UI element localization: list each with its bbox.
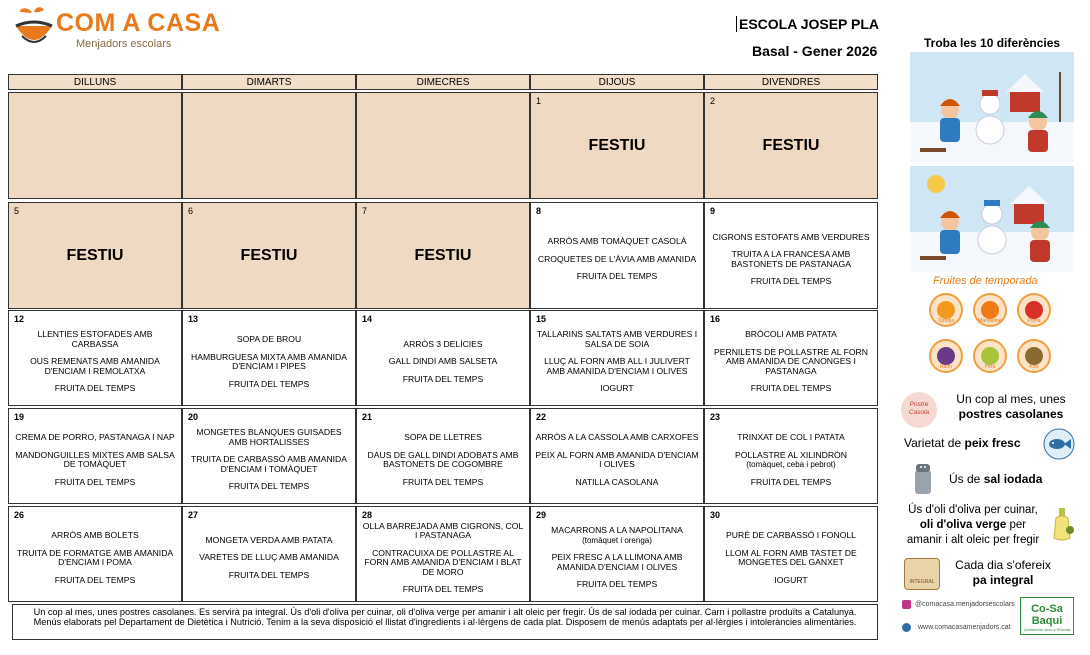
- dish-name: FRUITA DEL TEMPS: [54, 383, 136, 394]
- dish-item: [535, 553, 699, 572]
- dish-list: [187, 507, 351, 601]
- homemade-dessert-text: Un cop al mes, unes postres casolanes: [956, 392, 1066, 421]
- dish-item: [13, 451, 177, 470]
- dish-list: [535, 507, 699, 601]
- dish-item: [551, 526, 683, 545]
- dish-list: [709, 203, 873, 308]
- day-cell: [8, 506, 182, 602]
- day-cell: [356, 506, 530, 602]
- dish-list: [187, 409, 351, 503]
- olive-oil-bottle-icon: [1048, 506, 1076, 547]
- day-number: 23: [710, 412, 721, 422]
- dish-name: FRUITA DEL TEMPS: [750, 476, 832, 487]
- dish-list: [535, 311, 699, 405]
- day-cell: [182, 310, 356, 406]
- dish-name: ARRÒS 3 DELÍCIES: [403, 338, 483, 349]
- dish-name: FRUITA DEL TEMPS: [228, 378, 310, 389]
- dish-item: [403, 340, 482, 350]
- differences-title: Troba les 10 diferències: [924, 36, 1061, 50]
- day-number: 8: [536, 206, 542, 216]
- dish-name: IOGURT: [774, 574, 808, 585]
- dish-item: [187, 455, 351, 474]
- dish-item: [205, 536, 332, 546]
- day-header-dilluns: DILLUNS: [8, 74, 182, 90]
- dish-item: [751, 478, 832, 488]
- day-number: 30: [710, 510, 721, 520]
- dish-name: FRUITA DEL TEMPS: [576, 579, 658, 590]
- fruit-label: Pera: [984, 364, 996, 370]
- day-number: 7: [362, 206, 368, 216]
- fruit-label: Kiwi: [1029, 364, 1039, 370]
- dish-name: FRUITA DEL TEMPS: [402, 476, 484, 487]
- dish-item: [403, 585, 484, 595]
- fruit-label: Raïm: [940, 364, 952, 370]
- day-number: 20: [188, 412, 199, 422]
- day-number: 13: [188, 314, 199, 324]
- day-cell: [182, 92, 356, 199]
- holiday-label: FESTIU: [588, 136, 646, 154]
- iodized-salt-text: Ús de sal iodada: [949, 472, 1043, 486]
- dish-note: (tomàquet, ceba i pebrot): [746, 460, 836, 469]
- menu-period: Basal - Gener 2026: [752, 43, 878, 59]
- dish-name: FRUITA DEL TEMPS: [228, 481, 310, 492]
- dish-name: MONGETES BLANQUES GUISADES AMB HORTALISSES: [196, 427, 342, 447]
- day-cell: [704, 202, 878, 309]
- day-cell: [530, 310, 704, 406]
- dish-item: [403, 375, 484, 385]
- dish-name: FRUITA DEL TEMPS: [576, 271, 658, 282]
- dish-item: [229, 482, 310, 492]
- day-cell: [8, 310, 182, 406]
- dish-list: [709, 311, 873, 405]
- dish-item: [536, 433, 699, 443]
- dish-item: [199, 553, 339, 563]
- local-product-logo: Co-Sa Baqui Quilòmetre zero a l'Escola: [1020, 597, 1074, 635]
- day-cell: [182, 506, 356, 602]
- dish-item: [576, 478, 659, 488]
- seasonal-fruits-title: Fruites de temporada: [933, 275, 1038, 287]
- day-cell: [356, 202, 530, 309]
- fresh-fish-text: Varietat de peix fresc: [904, 436, 1021, 450]
- dish-list: [13, 409, 177, 503]
- dish-name: TRUITA A LA FRANCESA AMB BASTONETS DE PASTANAGA: [731, 249, 851, 269]
- dish-name: TRUITA DE CARBASSÓ AMB AMANIDA D'ENCIAM I TOMÀQUET: [191, 454, 347, 474]
- dish-item: [361, 522, 525, 541]
- dish-name: FRUITA DEL TEMPS: [228, 569, 310, 580]
- dish-note: (tomàquet i orenga): [582, 535, 652, 545]
- dish-name: LLENTIES ESTOFADES AMB CARBASSA: [37, 329, 153, 349]
- menu-calendar: [8, 74, 878, 602]
- day-number: 28: [362, 510, 373, 520]
- dish-item: [735, 451, 847, 470]
- web-icon: [902, 623, 911, 632]
- day-header-dijous: DIJOUS: [530, 74, 704, 90]
- day-cell: [704, 92, 878, 199]
- dish-name: BRÒCOLI AMB PATATA: [745, 329, 837, 340]
- dish-name: FRUITA DEL TEMPS: [54, 574, 136, 585]
- dish-item: [51, 531, 138, 541]
- day-number: 26: [14, 510, 25, 520]
- seasonal-fruits: [929, 293, 1055, 381]
- day-cell: [356, 92, 530, 199]
- dish-name: TRINXAT DE COL I PATATA: [737, 432, 845, 442]
- dish-name: FRUITA DEL TEMPS: [402, 373, 484, 384]
- fish-icon: [1043, 428, 1075, 465]
- fruit-label: Mandarina: [978, 318, 1002, 324]
- dish-name: FRUITA DEL TEMPS: [750, 383, 832, 394]
- dish-list: [361, 409, 525, 503]
- dish-name: HAMBURGUESA MIXTA AMB AMANIDA D'ENCIAM I PIPES: [191, 351, 347, 371]
- dish-item: [187, 428, 351, 447]
- dish-list: [535, 203, 699, 308]
- dish-item: [538, 255, 696, 265]
- bowl-logo-icon: [12, 4, 56, 54]
- dish-item: [709, 549, 873, 568]
- dish-name: ARRÒS AMB TOMÀQUET CASOLÀ: [547, 236, 687, 247]
- day-cell: [182, 408, 356, 504]
- dish-item: [751, 277, 832, 287]
- dish-item: [535, 330, 699, 349]
- dish-name: CIGRONS ESTOFATS AMB VERDURES: [712, 231, 870, 242]
- day-number: 12: [14, 314, 25, 324]
- dish-item: [745, 330, 837, 340]
- dish-name: CONTRACUIXA DE POLLASTRE AL FORN AMB AMANIDA D'ENCIAM I BLAT DE MORO: [364, 547, 522, 577]
- instagram-handle[interactable]: @comacasa.menjadorsescolars: [915, 601, 1015, 608]
- holiday-label: FESTIU: [240, 246, 298, 264]
- dish-list: [13, 311, 177, 405]
- dish-name: SOPA DE LLETRES: [404, 432, 482, 442]
- dish-item: [361, 549, 525, 578]
- dish-name: FRUITA DEL TEMPS: [54, 476, 136, 487]
- day-number: 15: [536, 314, 547, 324]
- dish-item: [403, 478, 484, 488]
- dish-item: [237, 335, 301, 345]
- dish-name: OUS REMENATS AMB AMANIDA D'ENCIAM I REMOLATXA: [30, 356, 160, 376]
- dish-item: [404, 433, 482, 443]
- dish-item: [13, 549, 177, 568]
- dish-name: MONGETA VERDA AMB PATATA: [205, 534, 333, 545]
- dish-name: ARRÒS AMB BOLETS: [51, 530, 139, 540]
- dish-list: [361, 311, 525, 405]
- dish-list: [361, 507, 525, 601]
- winter-scene-image-1: [910, 52, 1074, 162]
- holiday-label: FESTIU: [66, 246, 124, 264]
- dish-name: LLUÇ AL FORN AMB ALL I JULIVERT AMB AMANIDA D'ENCIAM I OLIVES: [544, 356, 690, 376]
- dish-item: [751, 384, 832, 394]
- day-cell: [704, 506, 878, 602]
- dish-list: [535, 409, 699, 503]
- day-number: 9: [710, 206, 716, 216]
- dish-name: DAUS DE GALL DINDI ADOBATS AMB BASTONETS DE COGOMBRE: [367, 449, 519, 469]
- dish-list: [709, 507, 873, 601]
- menu-footer-notes: Un cop al mes, unes postres casolanes. Es servirà pa integral. Ús d'oli d'oliva per cuinar, oli d'oliva verge per amanir i alt oleic per fregir. Ús de sal iodada per cuinar. Carn i pollastre produïts a Catalunya. Menús elaborats pel Departament de Dietètica i Nutrició. Tenim a la seva disposició el llistat d'ingredients i al·lèrgens de cada plat. Disposem de menús adaptats per al·lèrgies i intoleràncies alimentàries.: [12, 604, 878, 640]
- dish-item: [229, 571, 310, 581]
- dish-item: [709, 250, 873, 269]
- dish-item: [535, 357, 699, 376]
- dish-name: PERNILETS DE POLLASTRE AL FORN AMB AMANIDA DE CANONGES I PASTANAGA: [714, 346, 868, 376]
- day-cell: [8, 92, 182, 199]
- dish-item: [600, 384, 633, 394]
- wholegrain-bread-badge: INTEGRAL: [904, 558, 940, 590]
- homemade-dessert-badge: Postre Casola: [901, 392, 937, 428]
- dish-name: ARRÒS A LA CASSOLA AMB CARXOFES: [535, 432, 699, 442]
- dish-name: MANDONGUILLES MIXTES AMB SALSA DE TOMÀQUET: [15, 449, 175, 469]
- day-number: 16: [710, 314, 721, 324]
- dish-item: [55, 478, 136, 488]
- winter-scene-image-2: [910, 166, 1074, 272]
- holiday-label: FESTIU: [414, 246, 472, 264]
- fruit-item: [973, 293, 1007, 324]
- day-cell: [356, 310, 530, 406]
- fruit-item: [1017, 293, 1051, 324]
- dish-item: [13, 330, 177, 349]
- day-number: 5: [14, 206, 20, 216]
- salt-shaker-icon: [912, 462, 934, 501]
- day-cell: [182, 202, 356, 309]
- day-cell: [8, 202, 182, 309]
- day-number: 27: [188, 510, 199, 520]
- instagram-icon: [902, 600, 911, 609]
- dish-item: [577, 272, 658, 282]
- day-cell: [8, 408, 182, 504]
- dish-name: IOGURT: [600, 383, 634, 394]
- fruit-item: [929, 293, 963, 324]
- day-number: 19: [14, 412, 25, 422]
- dish-name: PEIX AL FORN AMB AMANIDA D'ENCIAM I OLIVES: [535, 449, 699, 469]
- fruit-item: [929, 339, 963, 370]
- dish-name: NATILLA CASOLANA: [575, 476, 659, 487]
- day-cell: [356, 408, 530, 504]
- dish-item: [15, 433, 174, 443]
- day-header-dimecres: DIMECRES: [356, 74, 530, 90]
- day-header-divendres: DIVENDRES: [704, 74, 878, 90]
- wholegrain-bread-text: Cada dia s'ofereix pa integral: [955, 558, 1051, 587]
- day-number: 29: [536, 510, 547, 520]
- dish-item: [55, 384, 136, 394]
- fruit-item: [973, 339, 1007, 370]
- brand-title: COM A CASA: [56, 9, 221, 37]
- fruit-label: Poma: [1027, 318, 1041, 324]
- dish-list: [13, 507, 177, 601]
- dish-item: [737, 433, 844, 443]
- day-number: 22: [536, 412, 547, 422]
- dish-item: [389, 357, 497, 367]
- dish-item: [726, 531, 856, 541]
- dish-name: GALL DINDI AMB SALSETA: [388, 356, 498, 367]
- dish-item: [55, 576, 136, 586]
- olive-oil-text: Ús d'oli d'oliva per cuinar, oli d'oliva verge per amanir i alt oleic per fregir: [906, 504, 1040, 546]
- day-number: 6: [188, 206, 194, 216]
- dish-name: MACARRONS A LA NAPOLITANA: [551, 525, 683, 536]
- dish-name: CROQUETES DE L'ÀVIA AMB AMANIDA: [537, 253, 697, 264]
- dish-name: LLOM AL FORN AMB TASTET DE MONGETES DEL GANXET: [725, 547, 857, 567]
- dish-name: FRUITA DEL TEMPS: [750, 276, 832, 286]
- dish-list: [709, 409, 873, 503]
- day-number: 1: [536, 96, 542, 106]
- dish-item: [577, 580, 658, 590]
- day-cell: [530, 202, 704, 309]
- dish-item: [187, 353, 351, 372]
- dish-name: VARETES DE LLUÇ AMB AMANIDA: [199, 552, 339, 563]
- day-number: 2: [710, 96, 716, 106]
- brand-subtitle: Menjadors escolars: [76, 38, 172, 50]
- dish-name: OLLA BARREJADA AMB CIGRONS, COL I PASTANAGA: [362, 520, 524, 540]
- dish-item: [548, 237, 687, 247]
- website-link[interactable]: www.comacasamenjadors.cat: [918, 624, 1011, 631]
- dish-name: FRUITA DEL TEMPS: [402, 584, 484, 594]
- dish-name: PURÉ DE CARBASSÓ I FONOLL: [726, 530, 856, 540]
- day-cell: [704, 310, 878, 406]
- holiday-label: FESTIU: [762, 136, 820, 154]
- dish-name: PEIX FRESC A LA LLIMONA AMB AMANIDA D'ENCIAM I OLIVES: [551, 552, 683, 572]
- dish-item: [712, 233, 869, 243]
- day-number: 14: [362, 314, 373, 324]
- dish-item: [535, 451, 699, 470]
- dish-item: [229, 380, 310, 390]
- dish-name: TALLARINS SALTATS AMB VERDURES I SALSA DE SOIA: [536, 329, 698, 349]
- dish-name: POLLASTRE AL XILINDRÓN: [735, 449, 847, 460]
- fruit-item: [1017, 339, 1051, 370]
- day-cell: [530, 92, 704, 199]
- dish-item: [13, 357, 177, 376]
- day-cell: [530, 408, 704, 504]
- day-cell: [704, 408, 878, 504]
- dish-item: [361, 451, 525, 470]
- dish-item: [774, 576, 807, 586]
- day-header-dimarts: DIMARTS: [182, 74, 356, 90]
- day-number: 21: [362, 412, 373, 422]
- dish-list: [187, 311, 351, 405]
- school-name: ESCOLA JOSEP PLA: [736, 16, 879, 32]
- dish-item: [709, 348, 873, 377]
- dish-name: CREMA DE PORRO, PASTANAGA I NAP: [15, 432, 175, 442]
- dish-name: SOPA DE BROU: [236, 334, 302, 344]
- day-cell: [530, 506, 704, 602]
- dish-name: TRUITA DE FORMATGE AMB AMANIDA D'ENCIAM I POMA: [16, 547, 174, 567]
- fruit-label: Taronja: [937, 318, 955, 324]
